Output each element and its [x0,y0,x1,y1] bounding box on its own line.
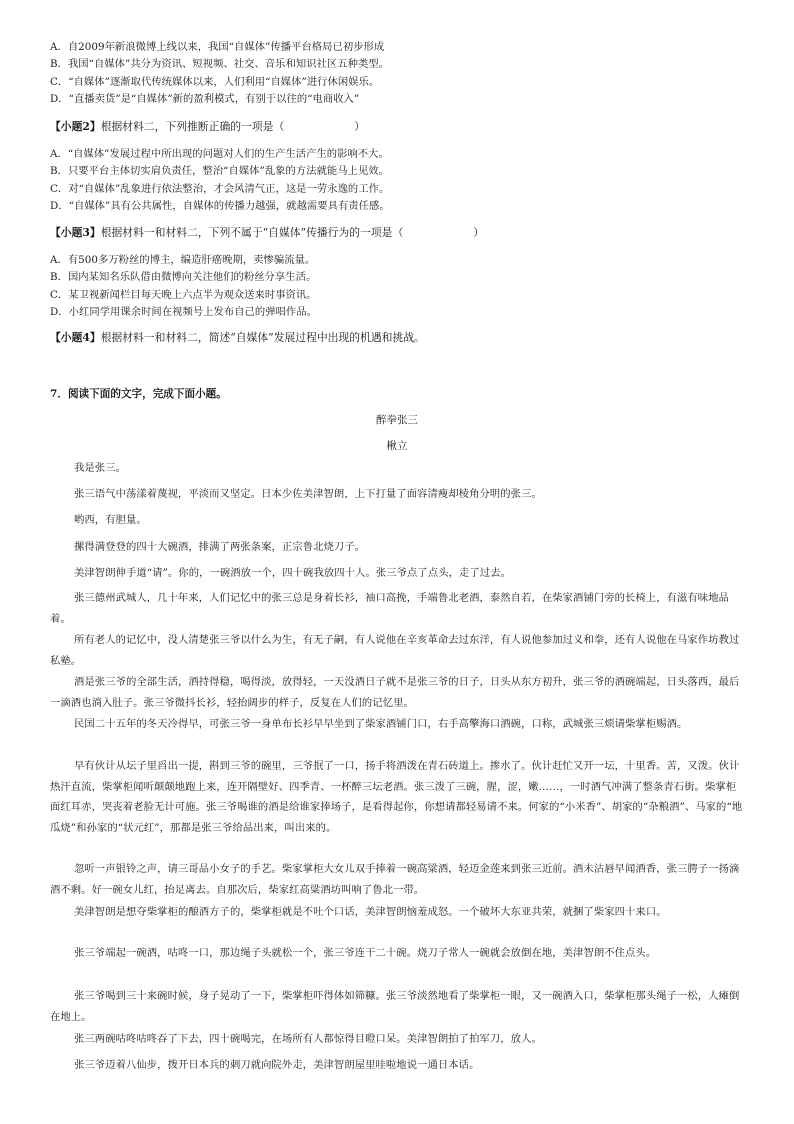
story-author: 楸立 [386,440,408,452]
story-paragraph: 酒是张三爷的全部生活，酒持得稳，喝得淡，放得轻，一天没酒日子就不是张三爷的日子，日头从东方初升，张三爷的酒碗端起，日头落西，最后一滴酒也淌入肚子。张三爷微抖长衫，轻抬阔步的样子，反复在人们的记忆里。 [50,676,740,709]
question-2 [50,120,744,134]
q3-option-a: A．有500多万粉丝的博主，编造肝癌晚期，卖惨骗流量。 [50,254,316,266]
q2-option-b: B．只要平台主体切实肩负责任，整治“自媒体”乱象的方法就能马上见效。 [50,165,389,177]
q2-option-d: D．“自媒体”具有公共属性，自媒体的传播力越强，就越需要具有责任感。 [50,200,390,212]
q1-option-b: B．我国“自媒体”共分为资讯、短视频、社交、音乐和知识社区五种类型。 [50,58,389,70]
question-3-tag: 【小题3】 [50,226,101,239]
story-paragraph: 张三爷喝到三十来碗时候，身子晃动了一下，柴掌柜吓得体如筛糠。张三爷淡然地看了柴掌柜一眼，又一碗酒入口，柴掌柜那头绳子一松，人瘫倒在地上。 [50,990,740,1023]
q2-option-c: C．对“自媒体”乱象进行依法整治，才会风清气正，这是一劳永逸的工作。 [50,183,390,195]
story-paragraph: 民国二十五年的冬天冷得早，可张三爷一身单布长衫早早坐到了柴家酒铺门口，右手高擎海口酒碗，口称，武城张三烦请柴掌柜赐酒。 [74,718,688,730]
story-paragraph: 张三语气中荡漾着蔑视，平淡而又坚定。日本少佐美津智朗，上下打量了面容清瘦却棱角分明的张三。 [74,488,542,500]
story-paragraph: 张三爷迈着八仙步，拨开日本兵的刺刀就向院外走，美津智朗屋里哇啦地说一通日本话。 [74,1059,480,1071]
q2-option-a: A．“自媒体”发展过程中所出现的问题对人们的生产生活产生的影响不大。 [50,148,389,160]
q3-option-d: D．小红同学用课余时间在视频号上发布自己的弹唱作品。 [50,306,317,318]
question-3-close: ） [473,226,485,239]
story-paragraph: 早有伙计从坛子里舀出一提，斟到三爷的碗里，三爷抿了一口，扬手将酒泼在青石砖道上。掺水了。伙计赶忙又开一坛，十里香。苦，又泼。伙计热汗直流，柴掌柜闻听颠颠地跑上来，连开隔壁好、四季青、一杯醉三坛老酒。张三泼了三碗，腥，涩，嫩……，一时酒气冲满了整条青石街。柴掌柜面红耳赤，哭丧着老脸无计可施。张三爷喝谁的酒是给谁家捧场子，是看得起你，你想请都轻易请不来。何家的“小米香”、胡家的“杂粮酒”、马家的“地瓜烧”和孙家的“状元红”，那都是张三爷给品出来，叫出来的。 [50,760,743,834]
q3-option-c: C．某卫视新闻栏目每天晚上六点半为观众送来时事资讯。 [50,289,317,301]
story-paragraph: 美津智朗伸手道“请”。你的，一碗酒放一个，四十碗我放四十人。张三爷点了点头，走了过去。 [74,567,511,579]
question-4 [50,331,744,345]
question-3 [50,226,744,240]
story-paragraph: 张三德州武城人，几十年来，人们记忆中的张三总是身着长衫，袖口高挽，手端鲁北老酒，泰然自若，在柴家酒铺门旁的长椅上，有滋有味地品着。 [50,592,729,625]
story-paragraph: 美津智朗是想夺柴掌柜的酿酒方子的，柴掌柜就是不吐个口话，美津智朗恼羞成怒。一个破坏大东亚共荣，就捆了柴家四十来口。 [74,906,667,918]
q1-option-c: C．“自媒体”逐渐取代传统媒体以来，人们利用“自媒体”进行休闲娱乐。 [50,76,380,88]
q3-option-b: B．国内某知名乐队借由微博向关注他们的粉丝分享生活。 [50,271,317,283]
question-3-text: 根据材料一和材料二，下列不属于“自媒体”传播行为的一项是（ [100,226,404,239]
question-2-tag: 【小题2】 [50,120,101,133]
question-4-tag: 【小题4】 [50,331,101,344]
story-paragraph: 忽听一声银铃之声，请三哥品小女子的手艺。柴家掌柜大女儿双手捧着一碗高粱酒，轻迈金莲来到张三近前。酒未沾唇早闻酒香，张三腭子一扬滴酒不剩。好一碗女儿红，抬足离去。自那次后，柴家红高粱酒坊叫响了鲁北一带。 [50,863,740,896]
story-paragraph: 哟西，有胆量。 [74,514,147,526]
story-paragraph: 摞得满登登的四十大碗酒，排满了两张条案，正宗鲁北烧刀子。 [74,541,366,553]
question-2-text: 根据材料二，下列推断正确的一项是（ [100,120,285,133]
section-7-title: 7．阅读下面的文字，完成下面小题。 [50,388,227,400]
story-paragraph: 我是张三。 [74,462,126,474]
question-4-text: 根据材料一和材料二，简述“自媒体”发展过程中出现的机遇和挑战。 [100,331,425,344]
story-paragraph: 所有老人的记忆中，没人清楚张三爷以什么为生，有无子嗣，有人说他在辛亥革命去过东洋，有人说他参加过义和拳，还有人说他在马家作坊教过私塾。 [50,634,740,667]
story-paragraph: 张三两碗咕咚咕咚吞了下去，四十碗喝完，在场所有人都惊得目瞪口呆。美津智朗拍了拍军刀，放人。 [74,1033,542,1045]
story-paragraph: 张三爷端起一碗酒，咕咚一口，那边绳子头就松一个，张三爷连干二十碗。烧刀子常人一碗就会放倒在地，美津智朗不住点头。 [74,947,657,959]
story-title: 醉拳张三 [376,414,418,426]
q1-option-d: D．“直播卖货”是“自媒体”新的盈利模式，有别于以往的“电商收入” [50,93,360,105]
question-2-close: ） [354,120,366,133]
q1-option-a: A．自2009年新浪微博上线以来，我国“自媒体”传播平台格局已初步形成 [50,41,385,53]
